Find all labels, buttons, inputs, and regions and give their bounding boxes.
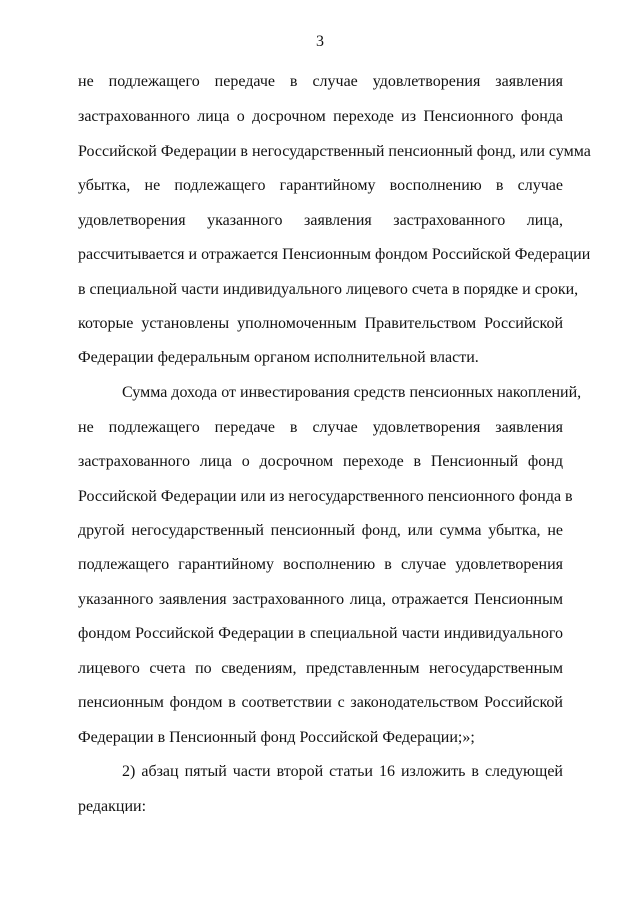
- text-line: застрахованного лица о досрочном переходе в Пенсионный фонд: [78, 453, 563, 470]
- text-line: лицевого счета по сведениям, представленным негосударственным: [78, 660, 563, 677]
- text-line: Сумма дохода от инвестирования средств пенсионных накоплений,: [122, 384, 582, 401]
- text-line: фондом Российской Федерации в специальной части индивидуального: [78, 625, 563, 642]
- text-line: другой негосударственный пенсионный фонд, или сумма убытка, не: [78, 522, 563, 539]
- text-line: указанного заявления застрахованного лица, отражается Пенсионным: [78, 591, 563, 608]
- text-line: убытка, не подлежащего гарантийному восполнению в случае: [78, 177, 563, 194]
- text-line: Федерации в Пенсионный фонд Российской Федерации;»;: [78, 729, 475, 746]
- text-line: 2) абзац пятый части второй статьи 16 изложить в следующей: [122, 763, 563, 780]
- text-line: в специальной части индивидуального лицевого счета в порядке и сроки,: [78, 281, 579, 298]
- text-line: не подлежащего передаче в случае удовлетворения заявления: [78, 73, 563, 90]
- text-line: редакции:: [78, 798, 147, 815]
- text-line: застрахованного лица о досрочном переходе из Пенсионного фонда: [78, 108, 563, 125]
- text-line: не подлежащего передаче в случае удовлетворения заявления: [78, 419, 563, 436]
- text-line: Российской Федерации в негосударственный пенсионный фонд, или сумма: [78, 143, 591, 160]
- text-line: Российской Федерации или из негосударственного пенсионного фонда в: [78, 488, 573, 505]
- text-line: которые установлены уполномоченным Правительством Российской: [78, 315, 563, 332]
- text-line: подлежащего гарантийному восполнению в случае удовлетворения: [78, 556, 563, 573]
- page-number: 3: [316, 33, 324, 50]
- text-line: рассчитывается и отражается Пенсионным фондом Российской Федерации: [78, 246, 591, 263]
- text-line: Федерации федеральным органом исполнительной власти.: [78, 349, 479, 366]
- text-line: удовлетворения указанного заявления застрахованного лица,: [78, 212, 563, 229]
- text-line: пенсионным фондом в соответствии с законодательством Российской: [78, 694, 563, 711]
